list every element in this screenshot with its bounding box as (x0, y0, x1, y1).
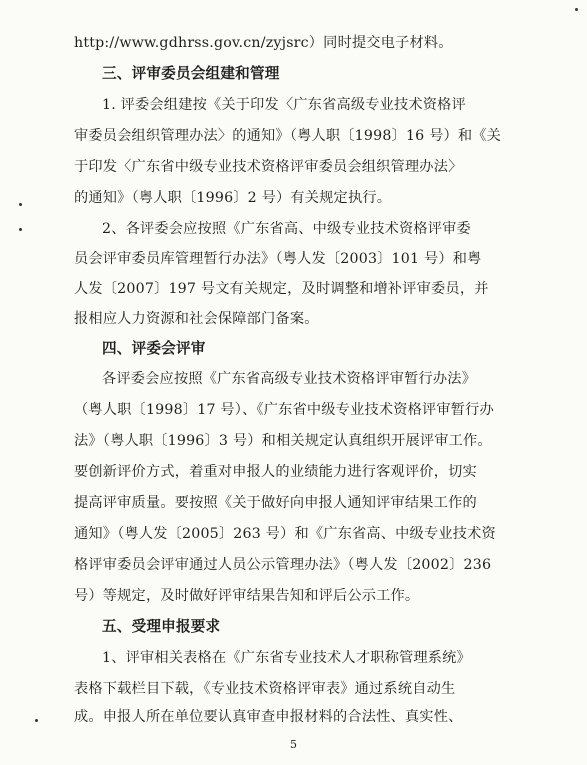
text-line-8: 员会评审委员库管理暂行办法》（粤人发〔2003〕101 号）和粤 (74, 251, 482, 267)
text-line-5: 于印发〈广东省中级专业技术资格评审委员会组织管理办法〉 (74, 159, 463, 175)
text-line-7: 2、各评委会应按照《广东省高、中级专业技术资格评审委 (102, 221, 471, 237)
text-line-19: 号）等规定，及时做好评审结果告知和评后公示工作。 (74, 588, 420, 604)
scan-mark (19, 203, 22, 206)
text-line-14: 法》（粤人职〔1996〕3 号）和相关规定认真组织开展评审工作。 (74, 433, 492, 449)
page-number: 5 (290, 738, 297, 751)
text-line-10: 报相应人力资源和社会保障部门备案。 (74, 311, 319, 327)
scan-speck (575, 8, 578, 11)
text-line-15: 要创新评价方式，着重对申报人的业绩能力进行客观评价，切实 (74, 464, 477, 480)
text-line-23: 成。申报人所在单位要认真审查申报材料的合法性、真实性、 (74, 709, 463, 725)
section-heading-3: 三、评审委员会组建和管理 (102, 65, 280, 82)
text-line-3: 1. 评委会组建按《关于印发〈广东省高级专业技术资格评 (102, 97, 466, 113)
text-line-13: （粤人职〔1998〕17 号）、《广东省中级专业技术资格评审暂行办 (74, 402, 494, 418)
text-line-17: 通知》（粤人发〔2005〕263 号）和《广东省高、中级专业技术资 (74, 526, 496, 542)
section-heading-4: 四、评委会评审 (102, 340, 206, 357)
scan-mark (35, 719, 38, 722)
text-line-4: 审委员会组织管理办法〉的通知》（粤人职〔1998〕16 号）和《关 (74, 128, 502, 144)
text-line-21: 1、评审相关表格在《广东省专业技术人才职称管理系统》 (102, 650, 471, 666)
section-heading-5: 五、受理申报要求 (102, 618, 221, 635)
text-line-9: 人发〔2007〕197 号文有关规定，及时调整和增补评审委员，并 (74, 281, 489, 297)
text-line-6: 的通知》（粤人职〔1996〕2 号）有关规定执行。 (74, 190, 392, 206)
scan-mark (19, 228, 22, 231)
text-line-22: 表格下载栏目下载，《专业技术资格评审表》通过系统自动生 (74, 681, 456, 697)
text-line-18: 格评审委员会评审通过人员公示管理办法》（粤人发〔2002〕236 (74, 557, 492, 573)
text-line-1: http://www.gdhrss.gov.cn/zyjsrc）同时提交电子材料。 (74, 35, 453, 51)
text-line-12: 各评委会应按照《广东省高级专业技术资格评审暂行办法》 (102, 371, 477, 387)
text-line-16: 提高评审质量。要按照《关于做好向申报人通知评审结果工作的 (74, 495, 477, 511)
